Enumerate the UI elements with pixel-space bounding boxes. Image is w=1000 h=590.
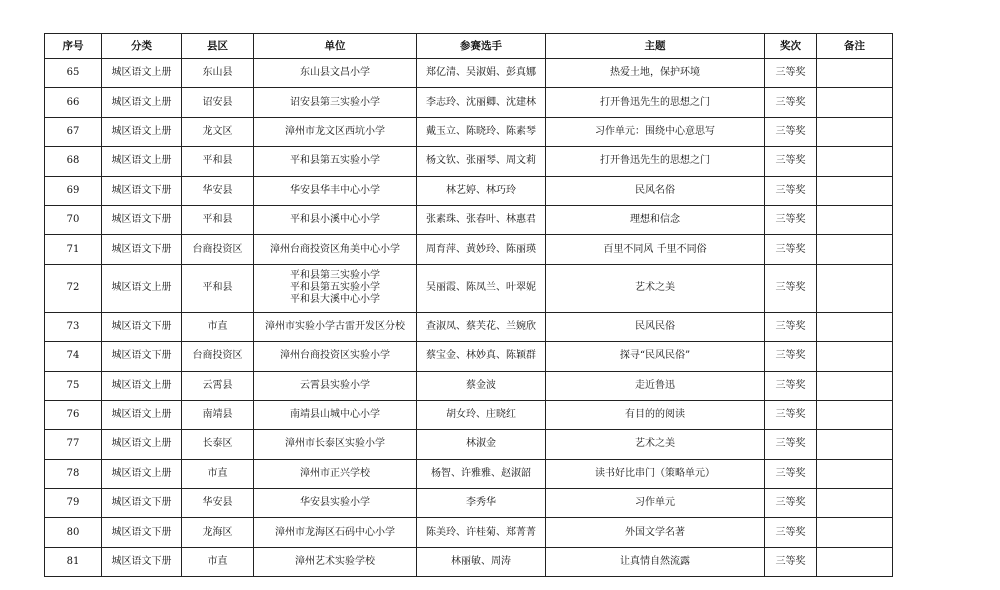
row-award: 三等奖 (765, 400, 817, 429)
row-theme: 百里不同风 千里不同俗 (546, 235, 765, 264)
row-theme: 热爱土地，保护环境 (546, 59, 765, 88)
row-note (817, 264, 893, 312)
row-unit (254, 205, 417, 234)
row-unit (254, 176, 417, 205)
row-county: 龙文区 (182, 117, 254, 146)
row-unit (254, 117, 417, 146)
header-unit: 单位 (254, 34, 417, 59)
row-players: 林丽敏、周涛 (417, 547, 546, 576)
header-players: 参赛选手 (417, 34, 546, 59)
row-note (817, 518, 893, 547)
unit-name: 南靖县山城中心小学 (290, 409, 380, 421)
row-number: 80 (45, 518, 102, 547)
row-theme: 理想和信念 (546, 205, 765, 234)
unit-name: 平和县大溪中心小学 (290, 294, 380, 306)
row-category: 城区语文上册 (102, 117, 182, 146)
row-award: 三等奖 (765, 235, 817, 264)
row-note (817, 371, 893, 400)
row-players: 吴丽霞、陈凤兰、叶翠妮 (417, 264, 546, 312)
row-unit (254, 371, 417, 400)
unit-name: 漳州市实验小学古雷开发区分校 (265, 320, 405, 332)
row-county: 诏安县 (182, 88, 254, 117)
row-award: 三等奖 (765, 176, 817, 205)
row-unit (254, 88, 417, 117)
row-county: 台商投资区 (182, 342, 254, 371)
row-award: 三等奖 (765, 312, 817, 341)
unit-name: 漳州市长泰区实验小学 (285, 438, 385, 450)
header-county: 县区 (182, 34, 254, 59)
row-players: 林淑金 (417, 430, 546, 459)
row-theme: 习作单元：围绕中心意思写 (546, 117, 765, 146)
row-note (817, 400, 893, 429)
unit-name: 漳州艺术实验学校 (295, 556, 375, 568)
row-theme: 走近鲁迅 (546, 371, 765, 400)
row-unit (254, 59, 417, 88)
header-award: 奖次 (765, 34, 817, 59)
unit-name: 平和县第五实验小学 (290, 155, 380, 167)
table-row (45, 264, 893, 312)
row-award: 三等奖 (765, 205, 817, 234)
row-county: 华安县 (182, 176, 254, 205)
unit-name: 漳州市龙海区石码中心小学 (275, 526, 395, 538)
row-unit (254, 489, 417, 518)
row-players: 蔡宝金、林妙真、陈颖群 (417, 342, 546, 371)
row-award: 三等奖 (765, 371, 817, 400)
row-unit (254, 518, 417, 547)
table-row (45, 400, 893, 429)
unit-name: 华安县实验小学 (300, 497, 370, 509)
row-theme: 有目的的阅读 (546, 400, 765, 429)
row-number: 67 (45, 117, 102, 146)
row-number: 76 (45, 400, 102, 429)
row-category: 城区语文上册 (102, 371, 182, 400)
row-theme: 让真情自然流露 (546, 547, 765, 576)
table-row (45, 312, 893, 341)
row-players: 杨文钦、张丽琴、周文莉 (417, 147, 546, 176)
row-county: 市直 (182, 459, 254, 488)
table-row (45, 459, 893, 488)
row-players: 杨智、许雅雅、赵淑韶 (417, 459, 546, 488)
row-note (817, 430, 893, 459)
unit-name: 云霄县实验小学 (300, 379, 370, 391)
table-row (45, 518, 893, 547)
row-county: 龙海区 (182, 518, 254, 547)
row-note (817, 205, 893, 234)
table-row (45, 147, 893, 176)
table-row (45, 342, 893, 371)
row-players: 蔡金波 (417, 371, 546, 400)
header-no: 序号 (45, 34, 102, 59)
table-row (45, 371, 893, 400)
unit-name: 东山县文昌小学 (300, 67, 370, 79)
row-theme: 民风民俗 (546, 312, 765, 341)
row-category: 城区语文上册 (102, 59, 182, 88)
header-category: 分类 (102, 34, 182, 59)
results-table (44, 33, 893, 577)
row-county: 南靖县 (182, 400, 254, 429)
row-unit (254, 547, 417, 576)
row-number: 78 (45, 459, 102, 488)
row-award: 三等奖 (765, 489, 817, 518)
row-theme: 艺术之美 (546, 264, 765, 312)
header-row (45, 34, 893, 59)
table-row (45, 59, 893, 88)
row-county: 长泰区 (182, 430, 254, 459)
row-county: 平和县 (182, 205, 254, 234)
row-award: 三等奖 (765, 547, 817, 576)
row-theme: 打开鲁迅先生的思想之门 (546, 147, 765, 176)
row-number: 81 (45, 547, 102, 576)
row-players: 戴玉立、陈晓玲、陈素琴 (417, 117, 546, 146)
row-note (817, 88, 893, 117)
row-note (817, 312, 893, 341)
table-row (45, 235, 893, 264)
row-category: 城区语文下册 (102, 312, 182, 341)
unit-name: 诏安县第三实验小学 (290, 96, 380, 108)
row-category: 城区语文下册 (102, 547, 182, 576)
row-players: 郑亿清、吴淑娟、彭真娜 (417, 59, 546, 88)
row-unit (254, 312, 417, 341)
row-unit (254, 264, 417, 312)
row-players: 李秀华 (417, 489, 546, 518)
row-note (817, 459, 893, 488)
table-row (45, 205, 893, 234)
row-county: 华安县 (182, 489, 254, 518)
table-row (45, 547, 893, 576)
row-county: 平和县 (182, 264, 254, 312)
row-category: 城区语文下册 (102, 176, 182, 205)
unit-name: 漳州市龙文区西坑小学 (285, 125, 385, 137)
row-note (817, 147, 893, 176)
row-theme: 探寻“民风民俗” (546, 342, 765, 371)
row-number: 77 (45, 430, 102, 459)
row-note (817, 342, 893, 371)
row-players: 张素珠、张春叶、林惠君 (417, 205, 546, 234)
row-theme: 外国文学名著 (546, 518, 765, 547)
row-players: 李志玲、沈丽卿、沈建林 (417, 88, 546, 117)
table-row (45, 176, 893, 205)
header-theme: 主题 (546, 34, 765, 59)
row-award: 三等奖 (765, 459, 817, 488)
row-number: 75 (45, 371, 102, 400)
table-row (45, 117, 893, 146)
row-category: 城区语文上册 (102, 400, 182, 429)
row-award: 三等奖 (765, 117, 817, 146)
row-number: 74 (45, 342, 102, 371)
unit-name: 华安县华丰中心小学 (290, 184, 380, 196)
unit-name: 漳州台商投资区实验小学 (280, 350, 390, 362)
row-award: 三等奖 (765, 264, 817, 312)
row-note (817, 117, 893, 146)
row-county: 市直 (182, 547, 254, 576)
row-theme: 习作单元 (546, 489, 765, 518)
row-category: 城区语文上册 (102, 430, 182, 459)
unit-name: 平和县小溪中心小学 (290, 214, 380, 226)
table-row (45, 88, 893, 117)
table-row (45, 430, 893, 459)
unit-name: 漳州台商投资区角美中心小学 (270, 243, 400, 255)
row-number: 69 (45, 176, 102, 205)
row-number: 66 (45, 88, 102, 117)
row-unit (254, 342, 417, 371)
row-category: 城区语文上册 (102, 88, 182, 117)
row-players: 林艺婷、林巧玲 (417, 176, 546, 205)
row-category: 城区语文下册 (102, 342, 182, 371)
row-award: 三等奖 (765, 342, 817, 371)
row-note (817, 547, 893, 576)
row-players: 周育萍、黄妙玲、陈丽瑛 (417, 235, 546, 264)
row-players: 胡女玲、庄晓红 (417, 400, 546, 429)
row-number: 72 (45, 264, 102, 312)
row-theme: 读书好比串门（策略单元） (546, 459, 765, 488)
row-award: 三等奖 (765, 59, 817, 88)
row-category: 城区语文下册 (102, 518, 182, 547)
row-players: 查淑凤、蔡芙花、兰婉欣 (417, 312, 546, 341)
row-note (817, 176, 893, 205)
unit-name: 平和县第三实验小学 (290, 270, 380, 282)
row-county: 东山县 (182, 59, 254, 88)
row-number: 73 (45, 312, 102, 341)
unit-name: 平和县第五实验小学 (290, 282, 380, 294)
row-theme: 艺术之美 (546, 430, 765, 459)
table-row (45, 489, 893, 518)
row-county: 平和县 (182, 147, 254, 176)
row-note (817, 489, 893, 518)
row-unit (254, 235, 417, 264)
row-number: 65 (45, 59, 102, 88)
row-county: 云霄县 (182, 371, 254, 400)
row-number: 71 (45, 235, 102, 264)
row-unit (254, 459, 417, 488)
unit-name: 漳州市正兴学校 (300, 467, 370, 479)
row-county: 市直 (182, 312, 254, 341)
row-note (817, 59, 893, 88)
header-note: 备注 (817, 34, 893, 59)
row-unit (254, 147, 417, 176)
row-unit (254, 430, 417, 459)
row-category: 城区语文上册 (102, 147, 182, 176)
row-category: 城区语文下册 (102, 489, 182, 518)
row-award: 三等奖 (765, 430, 817, 459)
row-category: 城区语文上册 (102, 459, 182, 488)
row-number: 68 (45, 147, 102, 176)
row-award: 三等奖 (765, 147, 817, 176)
row-award: 三等奖 (765, 518, 817, 547)
row-theme: 打开鲁迅先生的思想之门 (546, 88, 765, 117)
row-category: 城区语文下册 (102, 235, 182, 264)
row-theme: 民风名俗 (546, 176, 765, 205)
row-number: 79 (45, 489, 102, 518)
row-note (817, 235, 893, 264)
row-number: 70 (45, 205, 102, 234)
row-award: 三等奖 (765, 88, 817, 117)
row-county: 台商投资区 (182, 235, 254, 264)
row-unit (254, 400, 417, 429)
row-category: 城区语文下册 (102, 205, 182, 234)
row-category: 城区语文上册 (102, 264, 182, 312)
row-players: 陈美玲、许桂菊、郑菁菁 (417, 518, 546, 547)
